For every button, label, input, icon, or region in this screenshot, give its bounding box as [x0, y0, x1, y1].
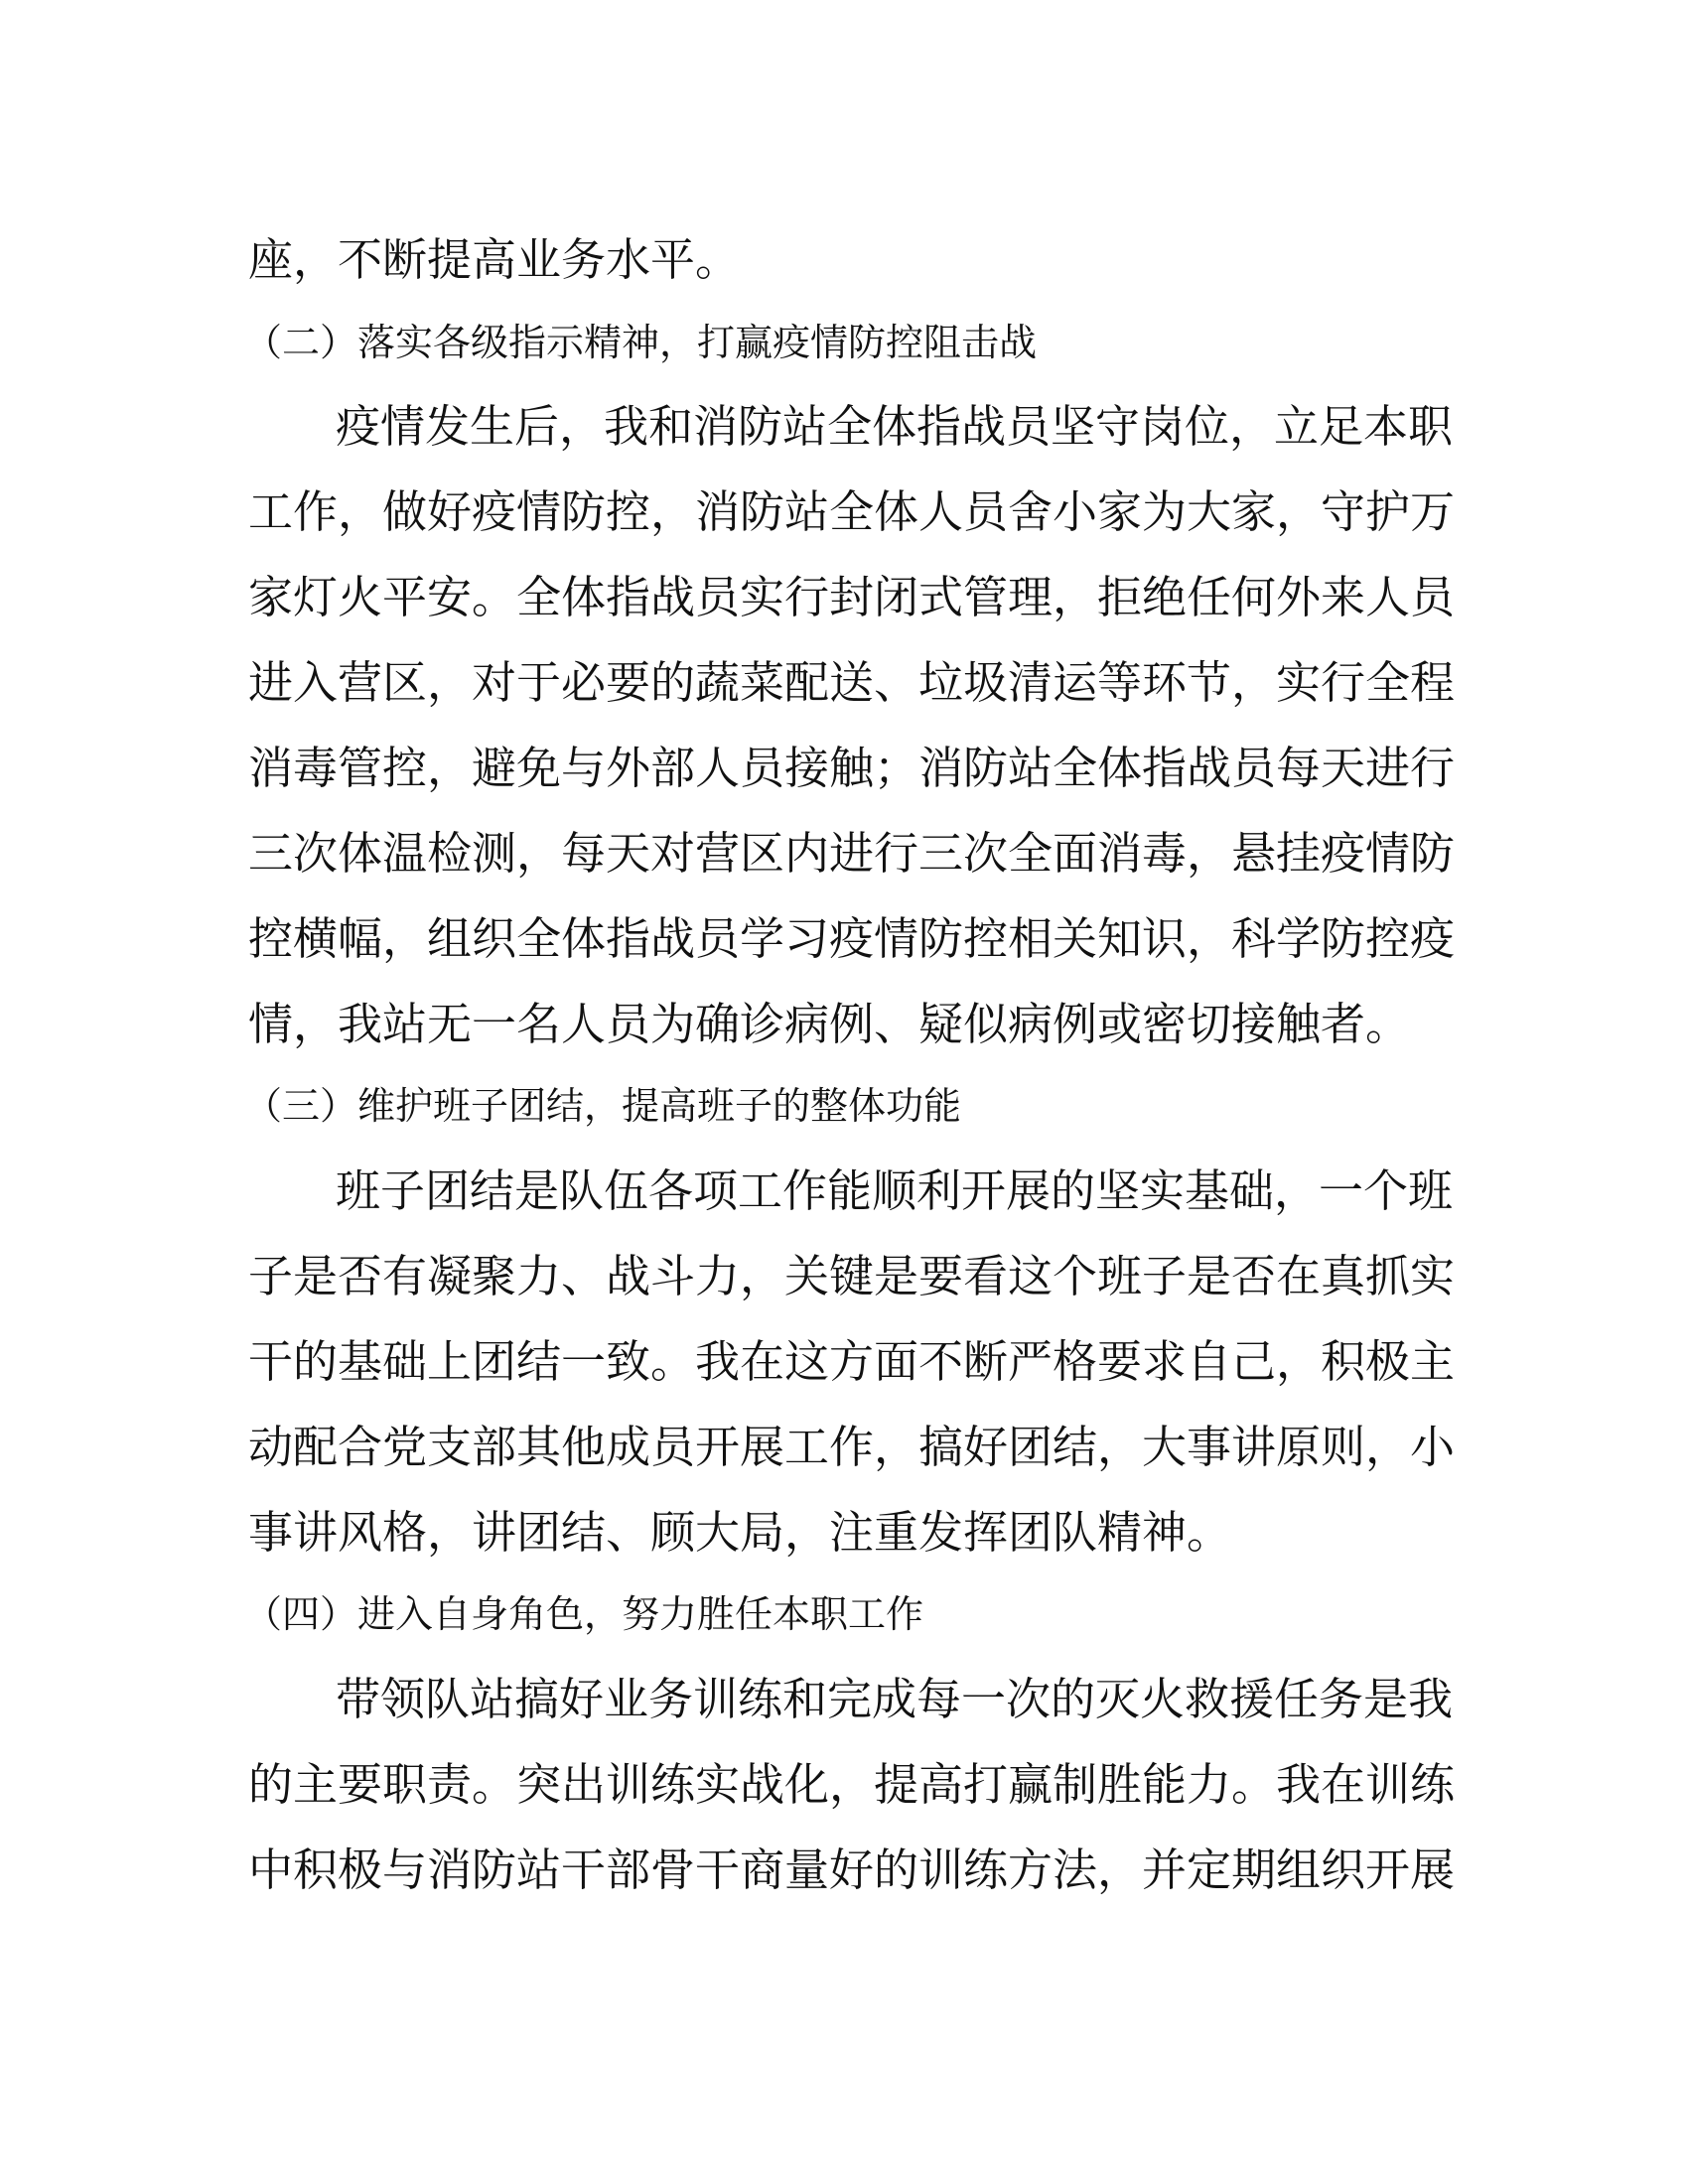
body-line: 中积极与消防站干部骨干商量好的训练方法，并定期组织开展: [248, 1843, 1456, 1896]
body-line: 事讲风格，讲团结、顾大局，注重发挥团队精神。: [248, 1506, 1232, 1559]
body-line: 进入营区，对于必要的蔬菜配送、垃圾清运等环节，实行全程: [248, 656, 1456, 709]
section-heading: （二）落实各级指示精神，打赢疫情防控阻击战: [244, 321, 1038, 364]
section-heading: （三）维护班子团结，提高班子的整体功能: [244, 1084, 962, 1128]
body-line: 子是否有凝聚力、战斗力，关键是要看这个班子是否在真抓实: [248, 1250, 1456, 1302]
section-heading: （四）进入自身角色，努力胜任本职工作: [244, 1592, 924, 1636]
body-line: 班子团结是队伍各项工作能顺利开展的坚实基础，一个班: [336, 1164, 1454, 1217]
body-line: 干的基础上团结一致。我在这方面不断严格要求自己，积极主: [248, 1335, 1456, 1388]
body-line: 动配合党支部其他成员开展工作，搞好团结，大事讲原则，小: [248, 1421, 1456, 1473]
body-line: 带领队站搞好业务训练和完成每一次的灭火救援任务是我: [336, 1673, 1454, 1725]
body-line: 工作，做好疫情防控，消防站全体人员舍小家为大家，守护万: [248, 485, 1456, 538]
body-line: 座，不断提高业务水平。: [248, 233, 741, 286]
body-line: 的主要职责。突出训练实战化，提高打赢制胜能力。我在训练: [248, 1758, 1456, 1811]
body-line: 家灯火平安。全体指战员实行封闭式管理，拒绝任何外来人员: [248, 571, 1456, 623]
body-line: 控横幅，组织全体指战员学习疫情防控相关知识，科学防控疫: [248, 912, 1456, 965]
body-line: 情，我站无一名人员为确诊病例、疑似病例或密切接触者。: [248, 998, 1411, 1050]
body-line: 消毒管控，避免与外部人员接触；消防站全体指战员每天进行: [248, 742, 1456, 794]
body-line: 三次体温检测，每天对营区内进行三次全面消毒，悬挂疫情防: [248, 827, 1456, 880]
body-line: 疫情发生后，我和消防站全体指战员坚守岗位，立足本职: [336, 400, 1454, 453]
